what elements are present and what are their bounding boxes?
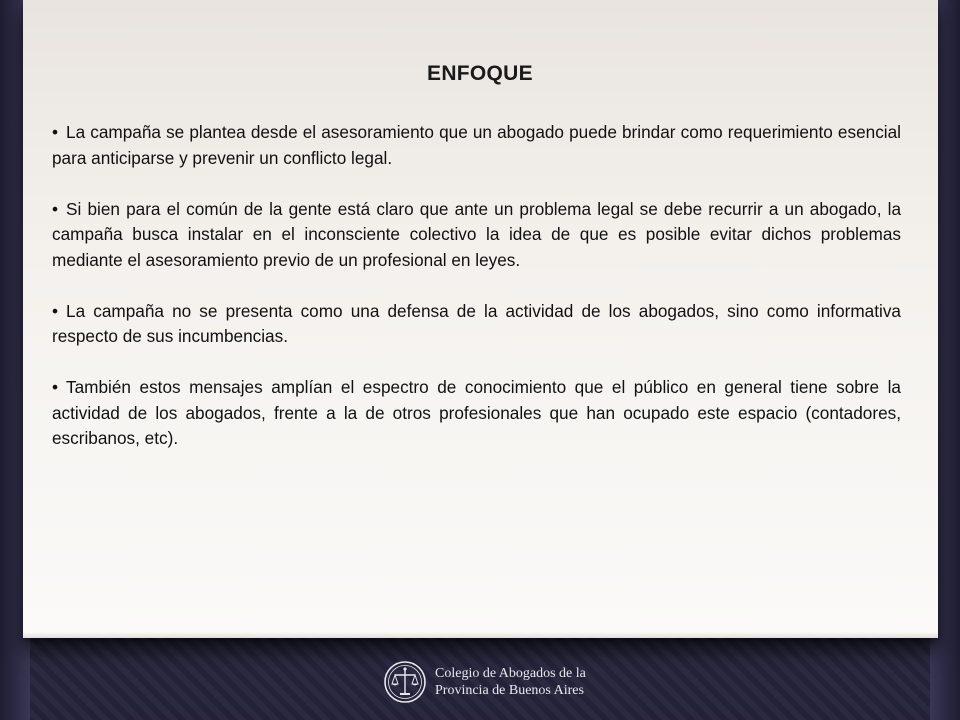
footer-org-line-2: Provincia de Buenos Aires <box>435 683 584 698</box>
slide-title: ENFOQUE <box>427 62 533 85</box>
bullet-icon: • <box>52 122 59 142</box>
slide-content <box>52 120 901 477</box>
bullet-item-2 <box>52 197 901 274</box>
footer-org-name <box>435 665 586 699</box>
bullet-text-3: La campaña no se presenta como una defensa de la actividad de los abogados, sino como informativa respecto de sus incumbencias. <box>52 300 901 346</box>
bullet-icon: • <box>52 377 59 397</box>
bullet-text-4: También estos mensajes amplían el espectro de conocimiento que el público en general tiene sobre la actividad de los abogados, frente a la de otros profesionales que han ocupado este espacio (contadores, escribanos, etc). <box>52 377 901 448</box>
bullet-item-3 <box>52 299 901 350</box>
justice-scales-seal-icon <box>383 660 427 704</box>
bullet-icon: • <box>52 300 59 321</box>
bullet-text-2: Si bien para el común de la gente está claro que ante un problema legal se debe recurrir a un abogado, la campaña busca instalar en el inconsciente colectivo la idea de que es posible evitar dichos problemas mediante el asesoramiento previo de un profesional en leyes. <box>52 198 901 270</box>
bullet-item-1 <box>52 120 901 171</box>
bullet-text-1: La campaña se plantea desde el asesoramiento que un abogado puede brindar como requerimiento esencial para anticiparse y prevenir un conflicto legal. <box>52 122 901 168</box>
bullet-item-4 <box>52 375 901 452</box>
footer-org-line-1: Colegio de Abogados de la <box>435 666 586 681</box>
bullet-icon: • <box>52 198 59 219</box>
footer-logo <box>383 660 586 704</box>
